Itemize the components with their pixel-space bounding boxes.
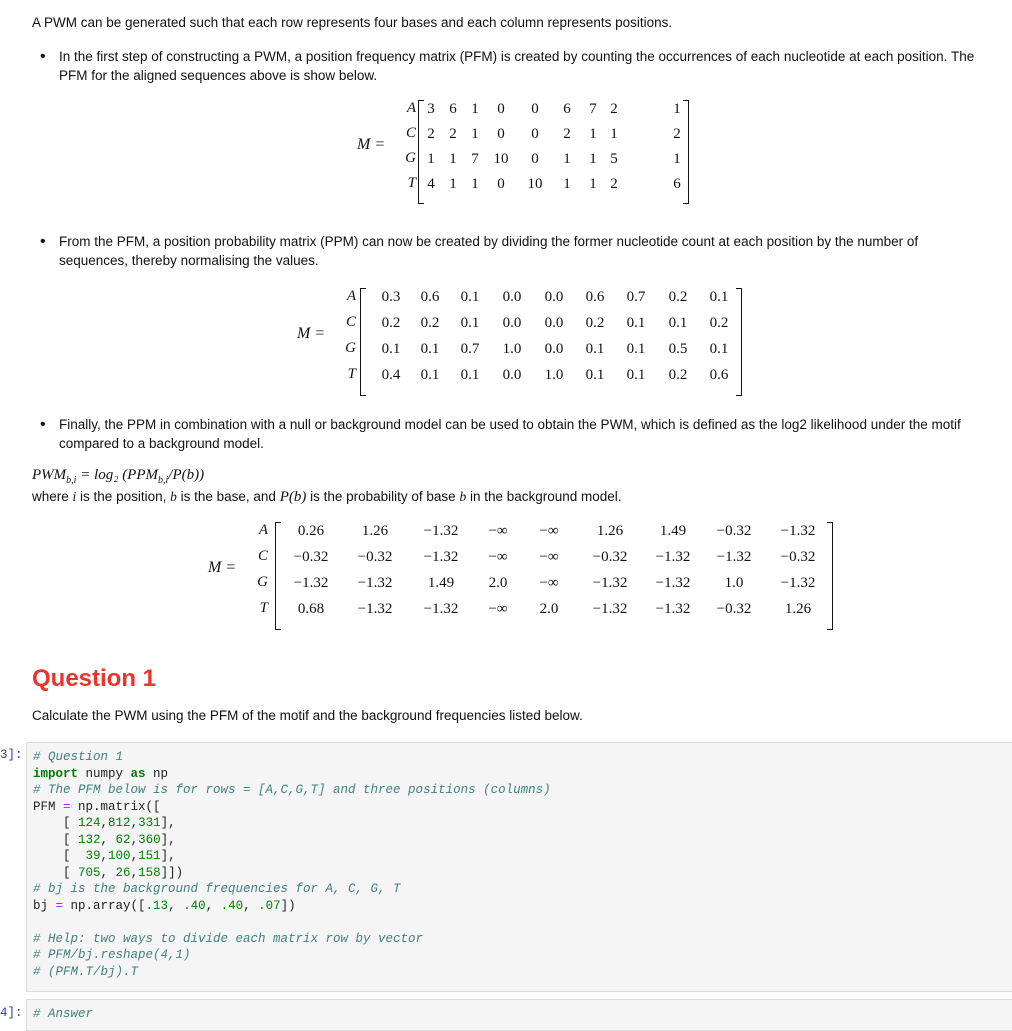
matrix-cell: 2 [673,126,681,142]
question-text: Calculate the PWM using the PFM of the motif and the background frequencies listed below. [32,708,583,723]
matrix-cell: 1 [589,176,597,192]
matrix-cell: 1.26 [784,601,812,617]
matrix-cell: −∞ [488,601,508,617]
matrix-row-label: T [407,175,416,191]
matrix-bracket-right [736,288,742,396]
intro-text: A PWM can be generated such that each row represents four bases and each column represents positions. [32,15,673,30]
matrix-row-label: A [258,522,268,538]
bullet-dot: • [40,416,46,433]
matrix-cell: 0.0 [502,289,522,305]
matrix-cell: 0.2 [668,289,688,305]
matrix-cell: 0.4 [381,367,401,383]
matrix-cell: −0.32 [357,549,393,565]
matrix-cell: 4 [427,176,435,192]
pwm-formula: $PWM_{b,i} = \log_2$ $(PPM_{b,i}/P(b))$ [32,467,205,486]
matrix-cell: 0.3 [381,289,401,305]
matrix-cell: 0.1 [460,315,480,331]
cell-prompt: 3]: [0,748,23,762]
matrix-cell: −∞ [488,549,508,565]
matrix-cell: 1.49 [659,523,687,539]
matrix-cell: −0.32 [592,549,628,565]
matrix-cell: 1 [610,126,618,142]
matrix-cell: 0 [531,151,539,167]
bullet-2-line-1: From the PFM, a position probability matrix (PPM) can now be created by dividing the former nucleotide count at each position by the number of [59,234,919,249]
matrix-cell: 1 [589,126,597,142]
formula-explanation: where i is the position, b is the base, and P(b) is the probability of base b in the background model. [32,489,622,505]
matrix-cell: 0.68 [297,601,325,617]
matrix-cell: 10 [527,176,543,192]
matrix-cell: 0.1 [709,341,729,357]
matrix-cell: 0.1 [585,341,605,357]
matrix-cell: 1.0 [502,341,522,357]
matrix-cell: 1 [563,151,571,167]
matrix-cell: 2.0 [539,601,559,617]
matrix-row-label: G [405,150,416,166]
matrix-cell: −1.32 [293,575,329,591]
matrix-cell: −1.32 [655,601,691,617]
matrix-cell: 0.1 [381,341,401,357]
matrix-row-label: C [257,548,268,564]
matrix-cell: −1.32 [716,549,752,565]
matrix-cell: 7 [589,101,597,117]
matrix-cell: 6 [449,101,457,117]
matrix-cell: 7 [471,151,479,167]
matrix-cell: −1.32 [423,523,459,539]
bullet-2-line-2: sequences, thereby normalising the values. [59,253,319,268]
matrix-cell: 0.5 [668,341,688,357]
matrix-cell: 0.2 [585,315,605,331]
matrix-cell: 1.0 [724,575,744,591]
question-title: Question 1 [32,665,157,692]
matrix-cell: 1.26 [596,523,624,539]
matrix-cell: 0 [497,101,505,117]
matrix-cell: 0.1 [668,315,688,331]
matrix-cell: 1 [449,176,457,192]
matrix-cell: 0.26 [297,523,325,539]
code-cell[interactable] [26,999,1012,1031]
matrix-cell: 0.1 [460,289,480,305]
matrix-cell: −0.32 [293,549,329,565]
matrix-cell: −1.32 [592,575,628,591]
matrix-cell: −1.32 [655,549,691,565]
matrix-bracket-left [360,288,366,396]
matrix-cell: 0 [497,126,505,142]
matrix-cell: 0.2 [420,315,440,331]
matrix-cell: 0.0 [502,315,522,331]
matrix-cell: −∞ [488,523,508,539]
matrix-cell: −∞ [539,575,559,591]
matrix-cell: −0.32 [780,549,816,565]
matrix-cell: −1.32 [655,575,691,591]
matrix-cell: 1 [589,151,597,167]
matrix-cell: 0 [531,101,539,117]
matrix-row-label: T [259,600,268,616]
matrix-cell: 0.2 [668,367,688,383]
bullet-3-line-2: compared to a background model. [59,436,264,451]
matrix-cell: 0.7 [626,289,646,305]
matrix-cell: −1.32 [780,523,816,539]
matrix-cell: 5 [610,151,618,167]
matrix-bracket-left [275,522,281,630]
matrix-cell: −0.32 [716,523,752,539]
matrix-cell: 2 [427,126,435,142]
matrix-cell: 1 [471,126,479,142]
matrix-cell: −∞ [539,523,559,539]
matrix-cell: 0.6 [585,289,605,305]
matrix-cell: 0.1 [585,367,605,383]
matrix-cell: −1.32 [357,575,393,591]
matrix-cell: 1 [471,101,479,117]
matrix-cell: 0.0 [544,341,564,357]
matrix-row-label: C [405,125,416,141]
matrix-cell: 0.1 [460,367,480,383]
matrix-cell: 0.7 [460,341,480,357]
matrix-label: M = [208,559,237,576]
bullet-3-line-1: Finally, the PPM in combination with a null or background model can be used to obtain the PWM, which is defined as the log2 likelihood under the motif [59,417,961,432]
cell-prompt: 4]: [0,1006,23,1020]
matrix-cell: 0.1 [626,315,646,331]
matrix-cell: −0.32 [716,601,752,617]
matrix-cell: 1.49 [427,575,455,591]
matrix-cell: 6 [673,176,681,192]
matrix-row-label: A [346,288,356,304]
bullet-1-line-1: In the first step of constructing a PWM, a position frequency matrix (PFM) is created by counting the occurrences of each nucleotide at each position. The [59,49,975,64]
matrix-cell: 0.0 [502,367,522,383]
matrix-cell: 2 [610,176,618,192]
matrix-row-label: C [345,314,356,330]
bullet-dot: • [40,233,46,250]
matrix-cell: −1.32 [423,549,459,565]
matrix-cell: 0 [497,176,505,192]
code-cell-source[interactable]: # Question 1 import numpy as np # The PFM below is for rows = [A,C,G,T] and three positions (columns) PFM = np.matrix([ [ 124,812,331], [ 132, 62,360], [ 39,100,151], [ 705, 26,158]]) # bj is the background frequencies for A, C, G, T bj = np.array([.13, .40, .40, .07]) # Help: two ways to divide each matrix row by vector # PFM/bj.reshape(4,1) # (PFM.T/bj).T [33,750,551,979]
matrix-cell: 1 [449,151,457,167]
matrix-cell: −1.32 [780,575,816,591]
matrix-cell: 1.0 [544,367,564,383]
matrix-cell: 0.2 [381,315,401,331]
matrix-row-label: T [347,366,356,382]
matrix-cell: 10 [493,151,509,167]
matrix-bracket-right [827,522,833,630]
matrix-cell: 0.0 [544,315,564,331]
matrix-cell: 3 [427,101,435,117]
matrix-cell: 1 [471,176,479,192]
matrix-cell: 0.1 [709,289,729,305]
matrix-cell: 6 [563,101,571,117]
matrix-cell: 2 [563,126,571,142]
matrix-cell: 1 [673,101,681,117]
matrix-row-label: A [406,100,416,116]
matrix-cell: 1.26 [361,523,389,539]
matrix-row-label: G [345,340,356,356]
matrix-cell: 1 [427,151,435,167]
matrix-cell: 1 [673,151,681,167]
matrix-cell: 2 [610,101,618,117]
matrix-cell: −∞ [539,549,559,565]
matrix-cell: 0 [531,126,539,142]
matrix-cell: 0.1 [420,341,440,357]
matrix-cell: −1.32 [592,601,628,617]
matrix-cell: 2 [449,126,457,142]
code-cell-source[interactable]: # Answer [33,1007,94,1021]
matrix-cell: 0.1 [626,341,646,357]
matrix-cell: 1 [563,176,571,192]
matrix-label: M = [357,135,386,153]
bullet-dot: • [40,48,46,65]
matrix-row-label: G [257,574,268,590]
matrix-label: M = [297,325,326,342]
matrix-cell: 0.0 [544,289,564,305]
matrix-cell: −1.32 [357,601,393,617]
matrix-cell: 0.6 [709,367,729,383]
matrix-cell: 0.6 [420,289,440,305]
matrix-cell: 0.2 [709,315,729,331]
matrix-cell: 0.1 [626,367,646,383]
matrix-cell: −1.32 [423,601,459,617]
bullet-1-line-2: PFM for the aligned sequences above is show below. [59,68,378,83]
matrix-cell: 0.1 [420,367,440,383]
matrix-cell: 2.0 [488,575,508,591]
